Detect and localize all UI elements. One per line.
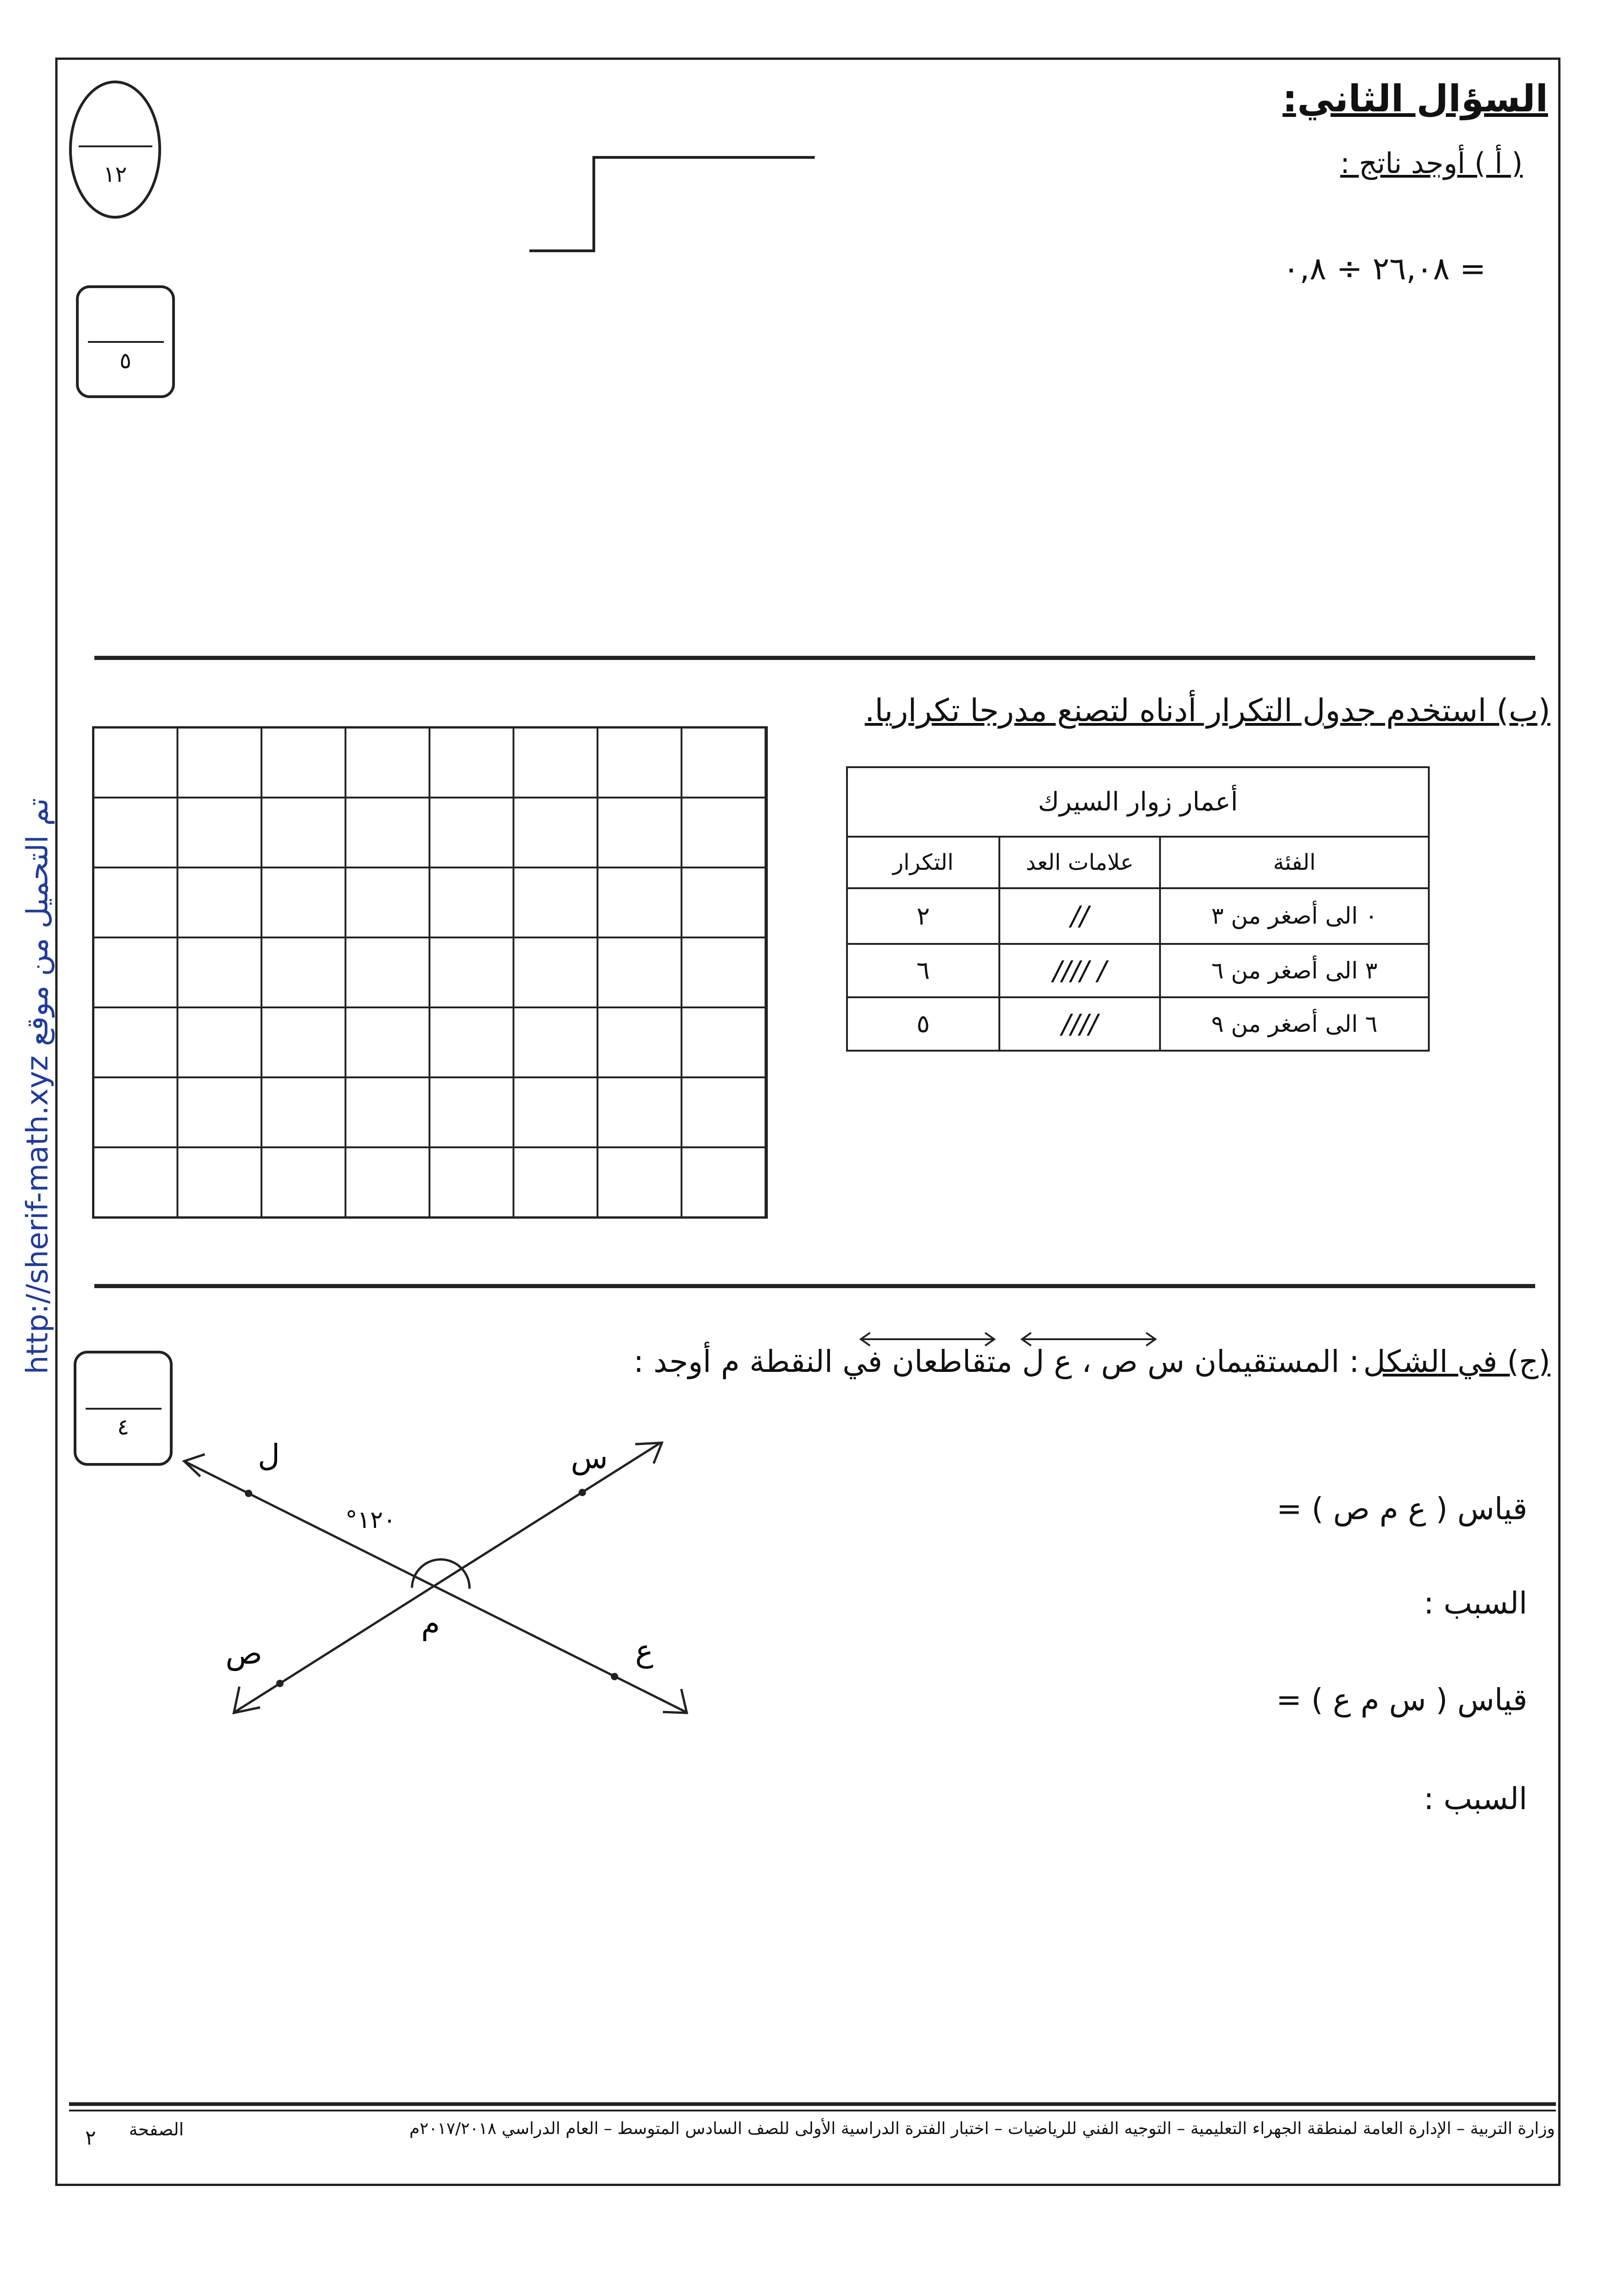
line-notation-arrows (852, 1330, 1003, 1348)
table-row (847, 888, 1429, 944)
intersecting-lines-figure (175, 1417, 718, 1730)
reason-1: السبب : (1423, 1585, 1527, 1621)
part-a-score-value: ٥ (119, 348, 132, 374)
side-watermark: تم التحميل من موقع http://sherif-math.xyz (21, 798, 55, 1374)
row-category: ٣ الى أصغر من ٦ (1160, 944, 1429, 997)
reason-2: السبب : (1423, 1781, 1527, 1816)
row-tally: //// (999, 997, 1160, 1051)
section-divider (94, 656, 1535, 660)
row-category: ٦ الى أصغر من ٩ (1160, 997, 1429, 1051)
line-l-ain (184, 1461, 686, 1712)
footer-page-label: الصفحة (129, 2119, 184, 2140)
line-notation-arrows (1013, 1330, 1165, 1348)
footer-text: وزارة التربية – الإدارة العامة لمنطقة الجهراء التعليمية – التوجيه الفني للرياضيات – اختبار الفترة الدراسية الأولى للصف السادس المتوسط – العام الدراسي ٢٠١٧/٢٠١٨م (409, 2119, 1555, 2138)
row-tally: //// / (999, 944, 1160, 997)
part-c-statement: : المستقيمان س ص ، ع ل متقاطعان في النقطة م أوجد : (633, 1344, 1359, 1379)
frequency-table (846, 766, 1430, 1052)
line-s-sad (235, 1443, 661, 1712)
table-row (847, 997, 1429, 1051)
question-2: قياس ( س م ع ) = (1276, 1682, 1527, 1718)
footer-rule (69, 2110, 1556, 2111)
row-category: ٠ الى أصغر من ٣ (1160, 888, 1429, 944)
question-title: السؤال الثاني: (1282, 77, 1548, 120)
histogram-grid (92, 726, 768, 1219)
row-frequency: ٥ (847, 997, 999, 1051)
total-score-value: ١٢ (103, 162, 127, 187)
part-a-expression: ٢٦,٠٨ ÷ ٠,٨ = (1282, 251, 1486, 287)
part-b-label: (ب) استخدم جدول التكرار أدناه لتصنع مدرجا تكراريا. (864, 693, 1550, 729)
part-a-label: ( أ ) أوجد ناتج : (1340, 146, 1523, 180)
part-c-score-value: ٤ (117, 1414, 129, 1440)
label-l: ل (258, 1438, 280, 1473)
col-header-category: الفئة (1160, 837, 1429, 888)
section-divider (94, 1284, 1535, 1288)
row-frequency: ٢ (847, 888, 999, 944)
label-s: س (571, 1440, 608, 1475)
table-title: أعمار زوار السيرك (847, 767, 1429, 837)
label-ain: ع (635, 1633, 654, 1669)
total-score-oval (69, 81, 161, 219)
long-division-bracket (525, 152, 819, 262)
row-tally: // (999, 888, 1160, 944)
question-1: قياس ( ع م ص ) = (1276, 1491, 1527, 1527)
footer-rule (69, 2102, 1556, 2106)
footer-page-number: ٢ (85, 2126, 96, 2150)
part-a-score-box (76, 285, 175, 398)
part-c-score-box (74, 1351, 173, 1466)
part-c-label: (ج) في الشكل (1363, 1344, 1550, 1379)
label-m: م (421, 1606, 440, 1641)
col-header-tally: علامات العد (999, 837, 1160, 888)
label-sad: ص (226, 1636, 262, 1671)
row-frequency: ٦ (847, 944, 999, 997)
col-header-frequency: التكرار (847, 837, 999, 888)
table-row (847, 944, 1429, 997)
label-angle: ١٢٠° (345, 1506, 396, 1534)
